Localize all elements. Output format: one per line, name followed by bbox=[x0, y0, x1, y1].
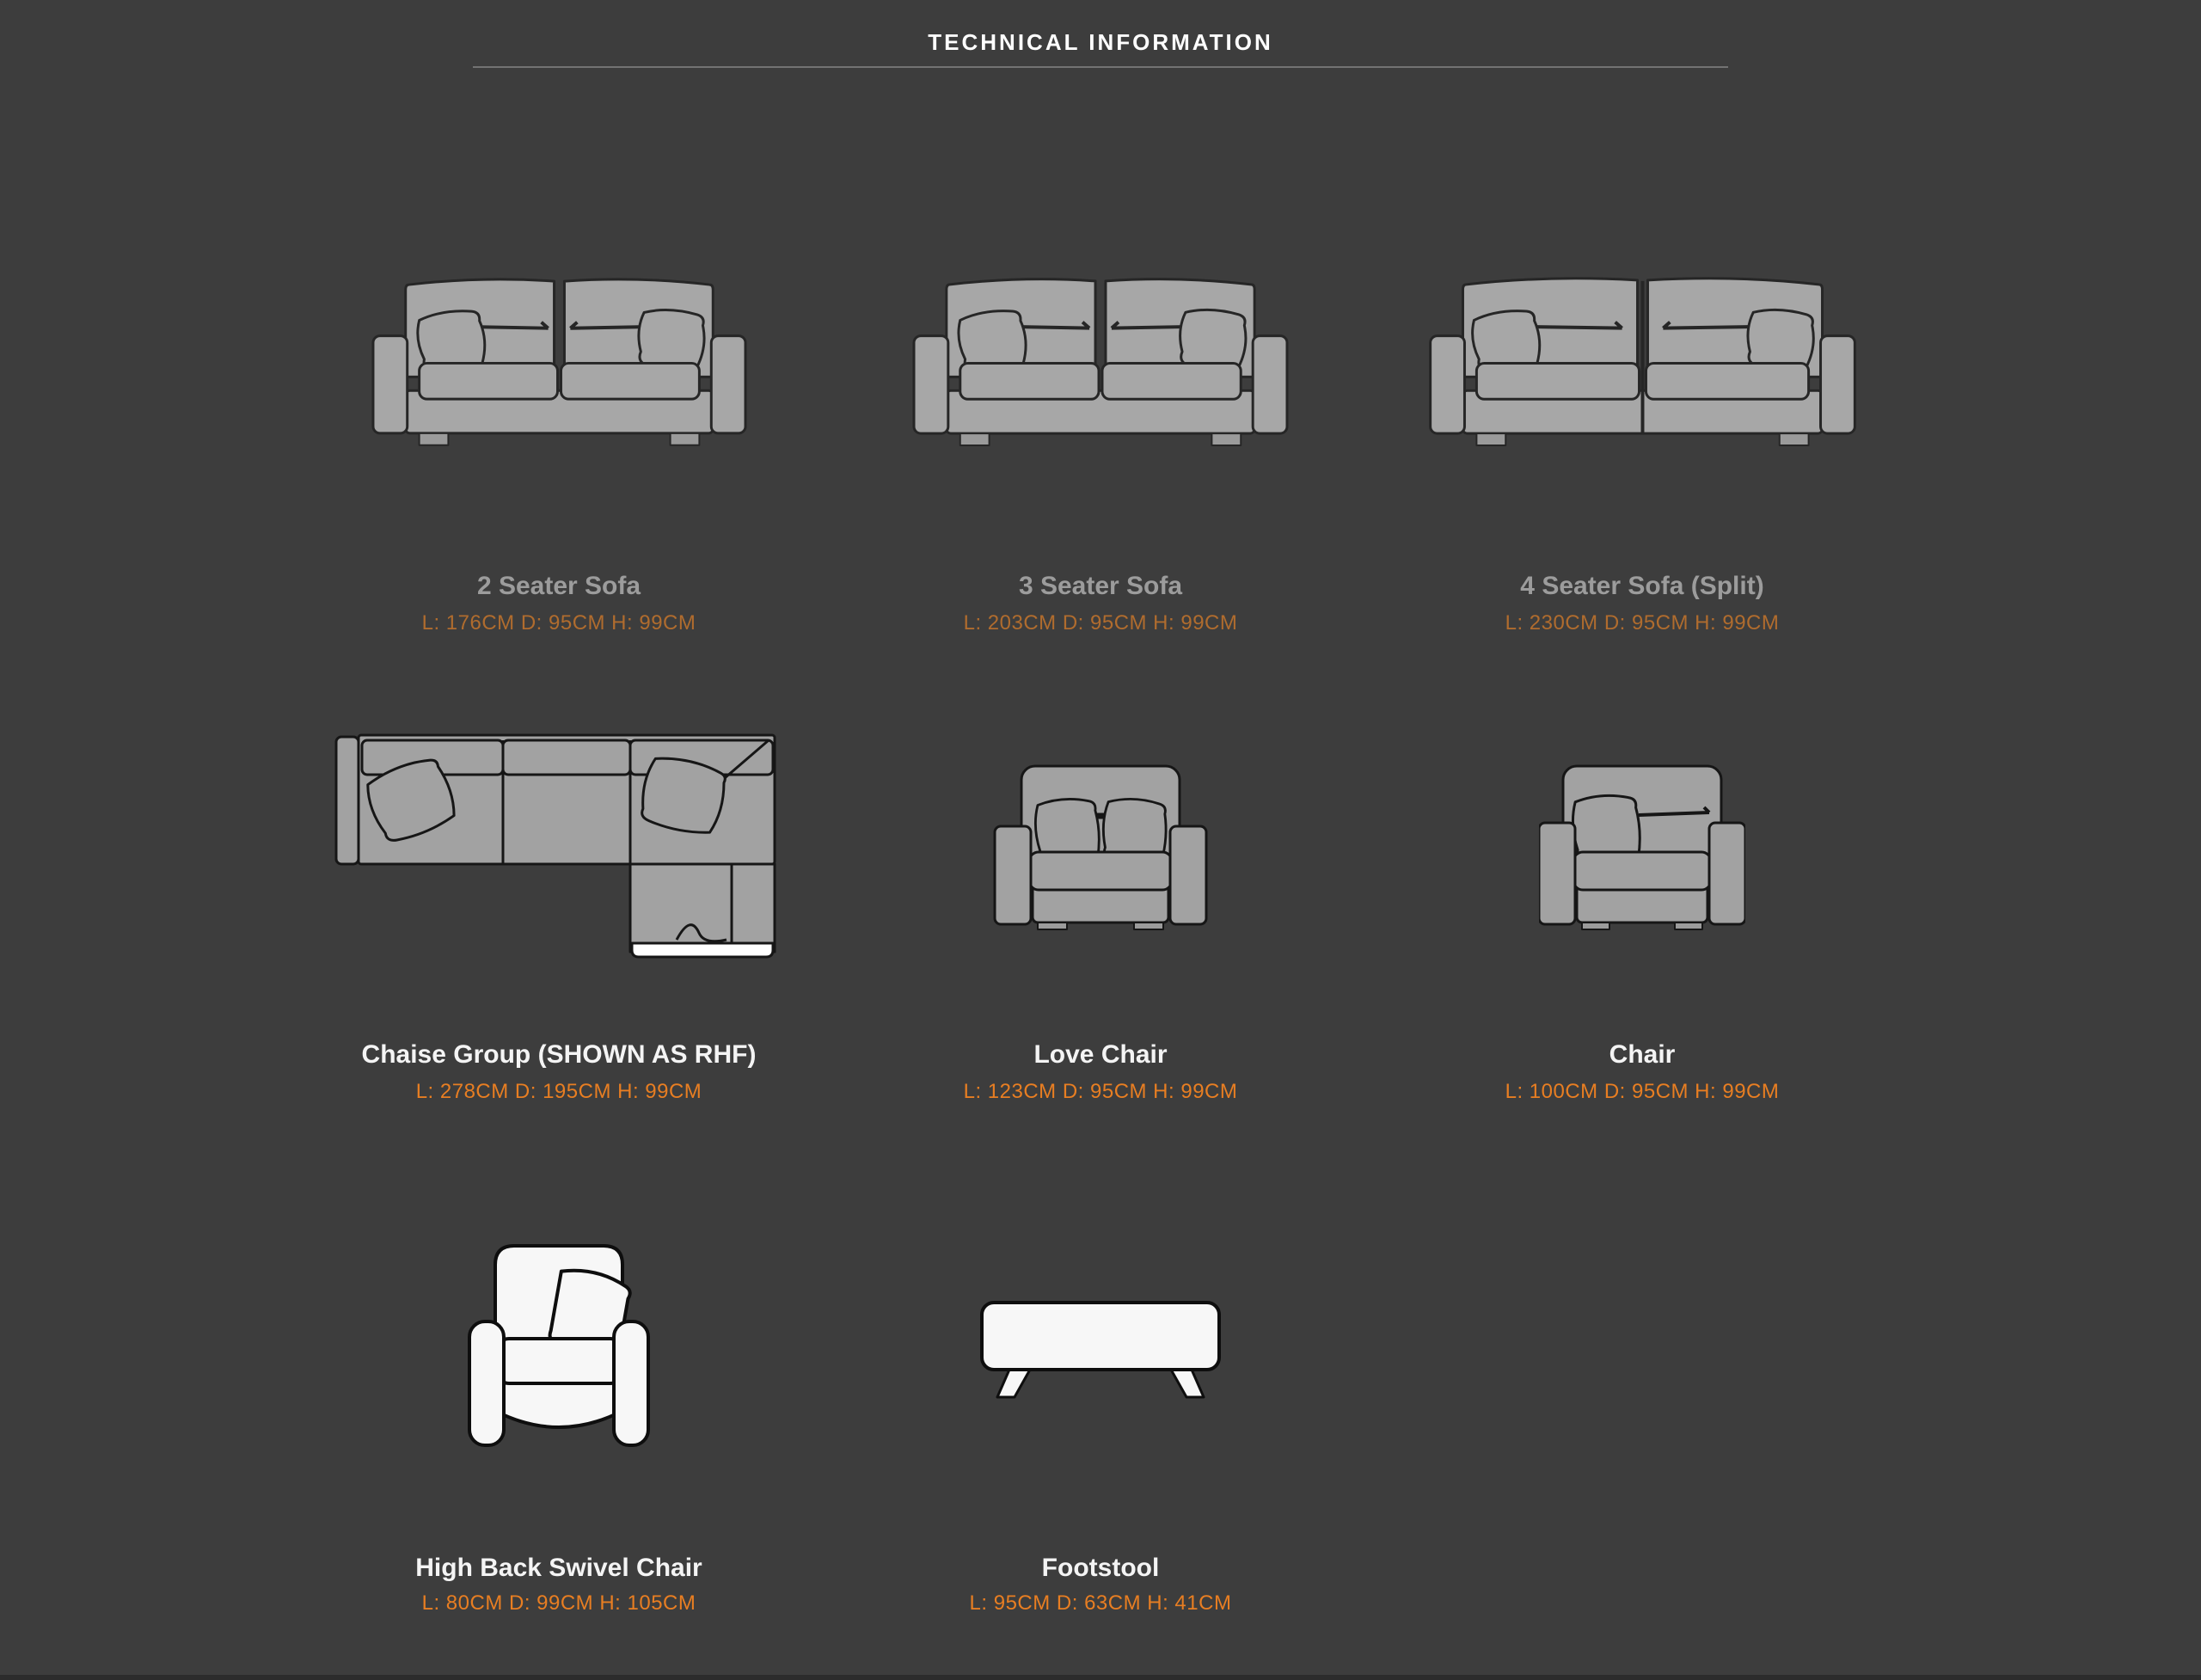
section-divider bbox=[0, 1675, 2201, 1680]
product-name: High Back Swivel Chair bbox=[415, 1554, 702, 1582]
high-back-swivel-chair-drawing-icon bbox=[288, 1180, 830, 1511]
product-name: Chair bbox=[1609, 1040, 1676, 1069]
two-seater-sofa-drawing-icon bbox=[288, 180, 830, 532]
product-name: Love Chair bbox=[1033, 1040, 1168, 1069]
footstool-drawing-icon bbox=[830, 1180, 1371, 1511]
product-cell-chaise-group bbox=[288, 636, 830, 1105]
product-cell-chair bbox=[1371, 636, 1913, 1105]
section-header bbox=[473, 0, 1728, 68]
product-dimensions: L: 203CM D: 95CM H: 99CM bbox=[963, 611, 1238, 635]
product-dimensions: L: 100CM D: 95CM H: 99CM bbox=[1505, 1080, 1780, 1103]
chair-drawing-icon bbox=[1371, 675, 1913, 1019]
product-dimensions: L: 123CM D: 95CM H: 99CM bbox=[963, 1080, 1238, 1103]
product-name: 4 Seater Sofa (Split) bbox=[1520, 572, 1764, 600]
product-cell-high-back-swivel-chair bbox=[288, 1105, 830, 1616]
product-cell-love-chair bbox=[830, 636, 1371, 1105]
product-name: 3 Seater Sofa bbox=[1018, 572, 1183, 600]
product-cell-4-seater-sofa bbox=[1371, 68, 1913, 636]
chaise-group-drawing-icon bbox=[288, 675, 830, 1019]
product-cell-footstool bbox=[830, 1105, 1371, 1616]
empty-cell bbox=[1371, 1105, 1913, 1616]
love-chair-drawing-icon bbox=[830, 675, 1371, 1019]
product-name: Chaise Group (SHOWN AS RHF) bbox=[361, 1040, 757, 1069]
product-cell-2-seater-sofa bbox=[288, 68, 830, 636]
product-dimensions: L: 95CM D: 63CM H: 41CM bbox=[969, 1591, 1232, 1615]
product-name: Footstool bbox=[1041, 1554, 1160, 1582]
product-name: 2 Seater Sofa bbox=[476, 572, 641, 600]
product-dimensions: L: 80CM D: 99CM H: 105CM bbox=[421, 1591, 696, 1615]
product-grid bbox=[288, 68, 1913, 1616]
four-seater-sofa-drawing-icon bbox=[1371, 180, 1913, 532]
three-seater-sofa-drawing-icon bbox=[830, 180, 1371, 532]
product-dimensions: L: 176CM D: 95CM H: 99CM bbox=[421, 611, 696, 635]
product-dimensions: L: 278CM D: 195CM H: 99CM bbox=[415, 1080, 702, 1103]
product-dimensions: L: 230CM D: 95CM H: 99CM bbox=[1505, 611, 1780, 635]
page-title: TECHNICAL INFORMATION bbox=[928, 29, 1273, 55]
product-cell-3-seater-sofa bbox=[830, 68, 1371, 636]
